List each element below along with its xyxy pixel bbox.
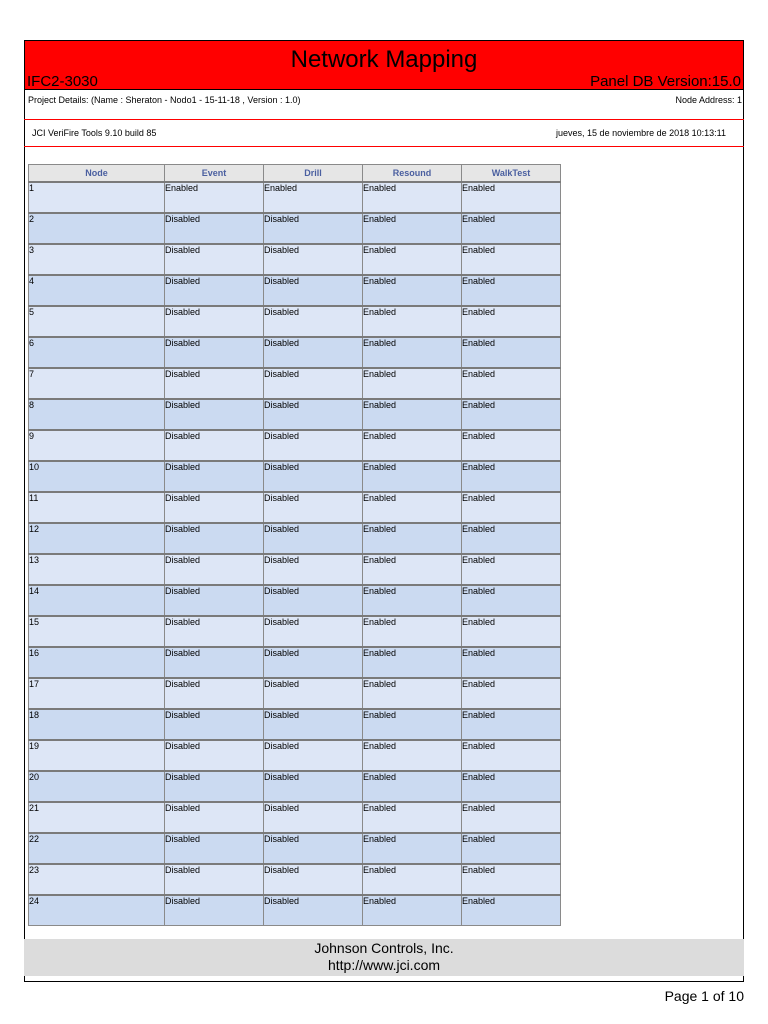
cell-resound: Enabled bbox=[363, 740, 462, 771]
cell-walktest: Enabled bbox=[462, 337, 561, 368]
table-row bbox=[29, 492, 561, 523]
cell-drill: Disabled bbox=[264, 461, 363, 492]
cell-event: Disabled bbox=[165, 430, 264, 461]
table-row bbox=[29, 771, 561, 802]
table-row bbox=[29, 523, 561, 554]
cell-resound: Enabled bbox=[363, 678, 462, 709]
table-row bbox=[29, 399, 561, 430]
cell-node: 4 bbox=[29, 275, 165, 306]
cell-event: Disabled bbox=[165, 337, 264, 368]
cell-walktest: Enabled bbox=[462, 492, 561, 523]
table-row bbox=[29, 740, 561, 771]
cell-event: Disabled bbox=[165, 275, 264, 306]
cell-event: Disabled bbox=[165, 523, 264, 554]
footer-band bbox=[24, 939, 744, 976]
cell-walktest: Enabled bbox=[462, 430, 561, 461]
cell-resound: Enabled bbox=[363, 771, 462, 802]
cell-resound: Enabled bbox=[363, 213, 462, 244]
footer-company: Johnson Controls, Inc. bbox=[314, 940, 454, 956]
cell-walktest: Enabled bbox=[462, 554, 561, 585]
cell-event: Disabled bbox=[165, 461, 264, 492]
cell-resound: Enabled bbox=[363, 833, 462, 864]
table-row bbox=[29, 895, 561, 926]
cell-resound: Enabled bbox=[363, 523, 462, 554]
cell-drill: Disabled bbox=[264, 430, 363, 461]
cell-resound: Enabled bbox=[363, 554, 462, 585]
cell-walktest: Enabled bbox=[462, 275, 561, 306]
cell-drill: Disabled bbox=[264, 771, 363, 802]
cell-node: 2 bbox=[29, 213, 165, 244]
cell-event: Disabled bbox=[165, 709, 264, 740]
cell-resound: Enabled bbox=[363, 709, 462, 740]
report-title: Network Mapping bbox=[290, 46, 478, 73]
cell-walktest: Enabled bbox=[462, 213, 561, 244]
cell-drill: Enabled bbox=[264, 182, 363, 213]
cell-node: 7 bbox=[29, 368, 165, 399]
cell-event: Disabled bbox=[165, 833, 264, 864]
cell-drill: Disabled bbox=[264, 399, 363, 430]
cell-node: 17 bbox=[29, 678, 165, 709]
cell-node: 23 bbox=[29, 864, 165, 895]
cell-event: Disabled bbox=[165, 771, 264, 802]
cell-walktest: Enabled bbox=[462, 740, 561, 771]
cell-resound: Enabled bbox=[363, 492, 462, 523]
table-row bbox=[29, 368, 561, 399]
report-date: jueves, 15 de noviembre de 2018 10:13:11 bbox=[556, 128, 726, 138]
cell-walktest: Enabled bbox=[462, 833, 561, 864]
cell-node: 21 bbox=[29, 802, 165, 833]
cell-resound: Enabled bbox=[363, 306, 462, 337]
table-row bbox=[29, 306, 561, 337]
cell-drill: Disabled bbox=[264, 523, 363, 554]
cell-walktest: Enabled bbox=[462, 399, 561, 430]
cell-event: Disabled bbox=[165, 213, 264, 244]
cell-walktest: Enabled bbox=[462, 802, 561, 833]
cell-node: 6 bbox=[29, 337, 165, 368]
cell-node: 16 bbox=[29, 647, 165, 678]
cell-event: Disabled bbox=[165, 399, 264, 430]
report-header-banner bbox=[24, 40, 744, 90]
cell-drill: Disabled bbox=[264, 740, 363, 771]
cell-resound: Enabled bbox=[363, 647, 462, 678]
cell-event: Disabled bbox=[165, 244, 264, 275]
cell-walktest: Enabled bbox=[462, 709, 561, 740]
cell-resound: Enabled bbox=[363, 430, 462, 461]
table-row bbox=[29, 616, 561, 647]
column-header-walktest: WalkTest bbox=[462, 165, 561, 183]
cell-node: 11 bbox=[29, 492, 165, 523]
cell-drill: Disabled bbox=[264, 616, 363, 647]
cell-node: 19 bbox=[29, 740, 165, 771]
cell-node: 24 bbox=[29, 895, 165, 926]
cell-drill: Disabled bbox=[264, 585, 363, 616]
table-row bbox=[29, 709, 561, 740]
cell-event: Disabled bbox=[165, 554, 264, 585]
cell-walktest: Enabled bbox=[462, 616, 561, 647]
table-row bbox=[29, 337, 561, 368]
cell-drill: Disabled bbox=[264, 554, 363, 585]
cell-node: 15 bbox=[29, 616, 165, 647]
table-body bbox=[29, 182, 561, 926]
cell-resound: Enabled bbox=[363, 585, 462, 616]
cell-event: Disabled bbox=[165, 802, 264, 833]
cell-event: Disabled bbox=[165, 895, 264, 926]
cell-node: 9 bbox=[29, 430, 165, 461]
tools-version: JCI VeriFire Tools 9.10 build 85 bbox=[32, 128, 157, 138]
cell-walktest: Enabled bbox=[462, 647, 561, 678]
column-header-event: Event bbox=[165, 165, 264, 183]
panel-model: IFC2-3030 bbox=[27, 73, 98, 90]
table-row bbox=[29, 864, 561, 895]
cell-walktest: Enabled bbox=[462, 244, 561, 275]
table-row bbox=[29, 802, 561, 833]
cell-walktest: Enabled bbox=[462, 461, 561, 492]
cell-drill: Disabled bbox=[264, 678, 363, 709]
cell-resound: Enabled bbox=[363, 802, 462, 833]
cell-walktest: Enabled bbox=[462, 368, 561, 399]
table-header-row bbox=[29, 165, 561, 183]
cell-node: 1 bbox=[29, 182, 165, 213]
cell-resound: Enabled bbox=[363, 461, 462, 492]
table-row bbox=[29, 647, 561, 678]
table-row bbox=[29, 430, 561, 461]
cell-drill: Disabled bbox=[264, 709, 363, 740]
cell-walktest: Enabled bbox=[462, 771, 561, 802]
cell-node: 10 bbox=[29, 461, 165, 492]
cell-drill: Disabled bbox=[264, 895, 363, 926]
cell-drill: Disabled bbox=[264, 492, 363, 523]
cell-drill: Disabled bbox=[264, 306, 363, 337]
cell-walktest: Enabled bbox=[462, 585, 561, 616]
table-row bbox=[29, 461, 561, 492]
footer-url[interactable]: http://www.jci.com bbox=[327, 957, 441, 973]
cell-drill: Disabled bbox=[264, 647, 363, 678]
cell-drill: Disabled bbox=[264, 864, 363, 895]
cell-event: Disabled bbox=[165, 647, 264, 678]
table-row bbox=[29, 833, 561, 864]
cell-drill: Disabled bbox=[264, 275, 363, 306]
cell-walktest: Enabled bbox=[462, 306, 561, 337]
cell-drill: Disabled bbox=[264, 213, 363, 244]
cell-event: Disabled bbox=[165, 368, 264, 399]
cell-event: Enabled bbox=[165, 182, 264, 213]
cell-node: 14 bbox=[29, 585, 165, 616]
cell-event: Disabled bbox=[165, 740, 264, 771]
cell-walktest: Enabled bbox=[462, 523, 561, 554]
cell-walktest: Enabled bbox=[462, 895, 561, 926]
cell-event: Disabled bbox=[165, 864, 264, 895]
panel-db-version: Panel DB Version:15.0 bbox=[590, 73, 741, 90]
table-row bbox=[29, 585, 561, 616]
cell-node: 20 bbox=[29, 771, 165, 802]
cell-node: 12 bbox=[29, 523, 165, 554]
divider-bottom bbox=[24, 146, 744, 147]
table-row bbox=[29, 678, 561, 709]
cell-resound: Enabled bbox=[363, 182, 462, 213]
column-header-resound: Resound bbox=[363, 165, 462, 183]
cell-resound: Enabled bbox=[363, 616, 462, 647]
cell-event: Disabled bbox=[165, 492, 264, 523]
column-header-drill: Drill bbox=[264, 165, 363, 183]
cell-resound: Enabled bbox=[363, 864, 462, 895]
cell-node: 8 bbox=[29, 399, 165, 430]
cell-node: 22 bbox=[29, 833, 165, 864]
cell-drill: Disabled bbox=[264, 337, 363, 368]
cell-drill: Disabled bbox=[264, 802, 363, 833]
table-row bbox=[29, 554, 561, 585]
table-row bbox=[29, 275, 561, 306]
divider-top bbox=[24, 119, 744, 120]
cell-resound: Enabled bbox=[363, 399, 462, 430]
cell-node: 3 bbox=[29, 244, 165, 275]
cell-resound: Enabled bbox=[363, 895, 462, 926]
cell-event: Disabled bbox=[165, 306, 264, 337]
table-row bbox=[29, 244, 561, 275]
cell-node: 18 bbox=[29, 709, 165, 740]
cell-walktest: Enabled bbox=[462, 864, 561, 895]
cell-resound: Enabled bbox=[363, 244, 462, 275]
cell-resound: Enabled bbox=[363, 368, 462, 399]
cell-drill: Disabled bbox=[264, 244, 363, 275]
cell-drill: Disabled bbox=[264, 833, 363, 864]
node-address: Node Address: 1 bbox=[675, 95, 742, 105]
table-row bbox=[29, 182, 561, 213]
cell-resound: Enabled bbox=[363, 337, 462, 368]
cell-walktest: Enabled bbox=[462, 678, 561, 709]
cell-resound: Enabled bbox=[363, 275, 462, 306]
cell-node: 5 bbox=[29, 306, 165, 337]
cell-event: Disabled bbox=[165, 616, 264, 647]
table-row bbox=[29, 213, 561, 244]
cell-walktest: Enabled bbox=[462, 182, 561, 213]
network-mapping-table bbox=[28, 164, 561, 926]
cell-event: Disabled bbox=[165, 585, 264, 616]
project-details: Project Details: (Name : Sheraton - Nodo1 - 15-11-18 , Version : 1.0) bbox=[28, 95, 301, 105]
column-header-node: Node bbox=[29, 165, 165, 183]
cell-event: Disabled bbox=[165, 678, 264, 709]
cell-node: 13 bbox=[29, 554, 165, 585]
cell-drill: Disabled bbox=[264, 368, 363, 399]
page-number: Page 1 of 10 bbox=[664, 988, 744, 1004]
